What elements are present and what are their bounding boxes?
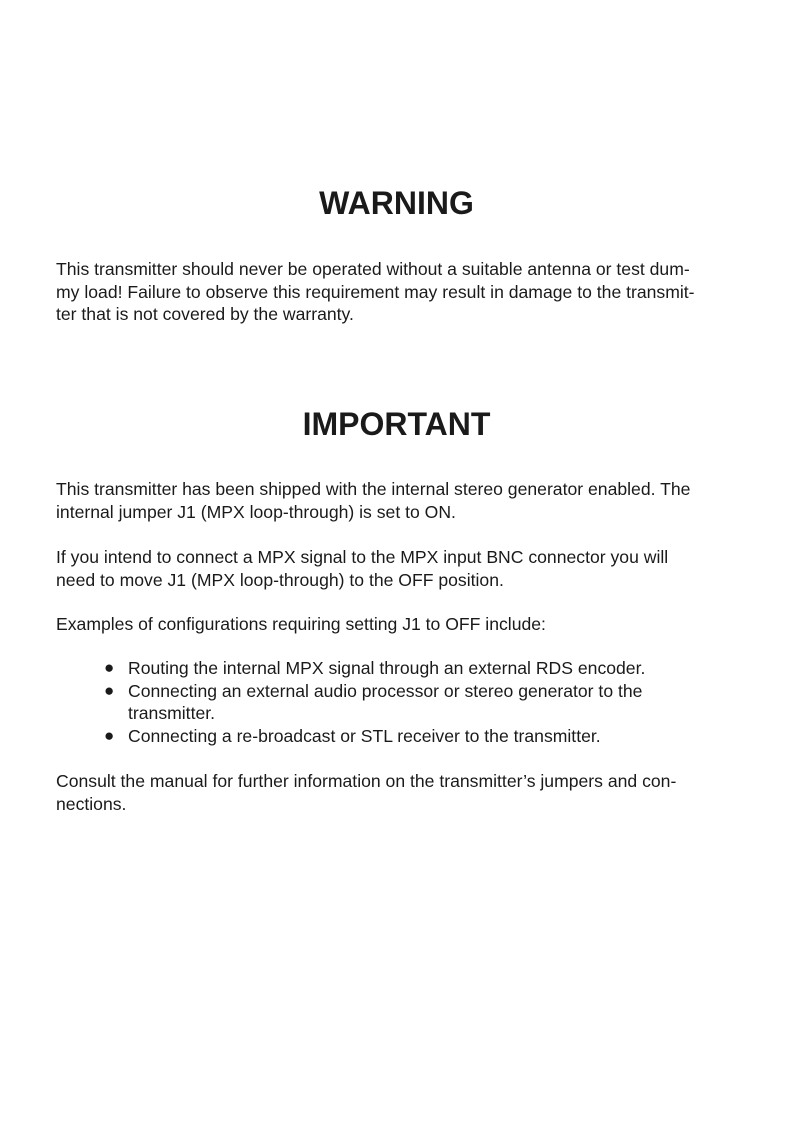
paragraph-line: need to move J1 (MPX loop-through) to the OFF position. <box>56 569 504 590</box>
list-item-text: Connecting an external audio processor or stereo generator to the <box>128 680 643 701</box>
list-item-text: transmitter. <box>128 703 216 723</box>
important-paragraph-mpx-input <box>56 546 736 591</box>
paragraph-line: Examples of configurations requiring setting J1 to OFF include: <box>56 614 546 634</box>
warning-text <box>56 258 736 326</box>
bullet-icon: ● <box>104 680 115 700</box>
warning-heading: WARNING <box>319 185 474 221</box>
list-item <box>104 657 724 680</box>
important-heading: IMPORTANT <box>302 406 491 442</box>
configuration-examples-list <box>104 657 724 747</box>
important-paragraph-consult-manual <box>56 770 736 815</box>
paragraph-line: nections. <box>56 793 127 814</box>
list-item-text: Routing the internal MPX signal through an external RDS encoder. <box>128 658 646 678</box>
list-item-text: Connecting a re-broadcast or STL receiver to the transmitter. <box>128 725 601 746</box>
paragraph-line: Consult the manual for further information on the transmitter’s jumpers and con- <box>56 771 677 791</box>
bullet-icon: ● <box>104 725 115 745</box>
paragraph-line: This transmitter has been shipped with the internal stereo generator enabled. The <box>56 479 691 499</box>
important-paragraph-shipping <box>56 478 736 523</box>
warning-text-line: This transmitter should never be operated without a suitable antenna or test dum- <box>56 259 690 279</box>
warning-text-line: ter that is not covered by the warranty. <box>56 304 354 324</box>
list-item <box>104 725 724 748</box>
paragraph-line: internal jumper J1 (MPX loop-through) is set to ON. <box>56 501 456 522</box>
paragraph-line: If you intend to connect a MPX signal to the MPX input BNC connector you will <box>56 547 669 567</box>
list-item <box>104 680 724 725</box>
warning-text-line: my load! Failure to observe this requirement may result in damage to the transmit- <box>56 281 695 302</box>
bullet-icon: ● <box>104 658 115 677</box>
important-paragraph-examples-intro <box>56 613 736 636</box>
